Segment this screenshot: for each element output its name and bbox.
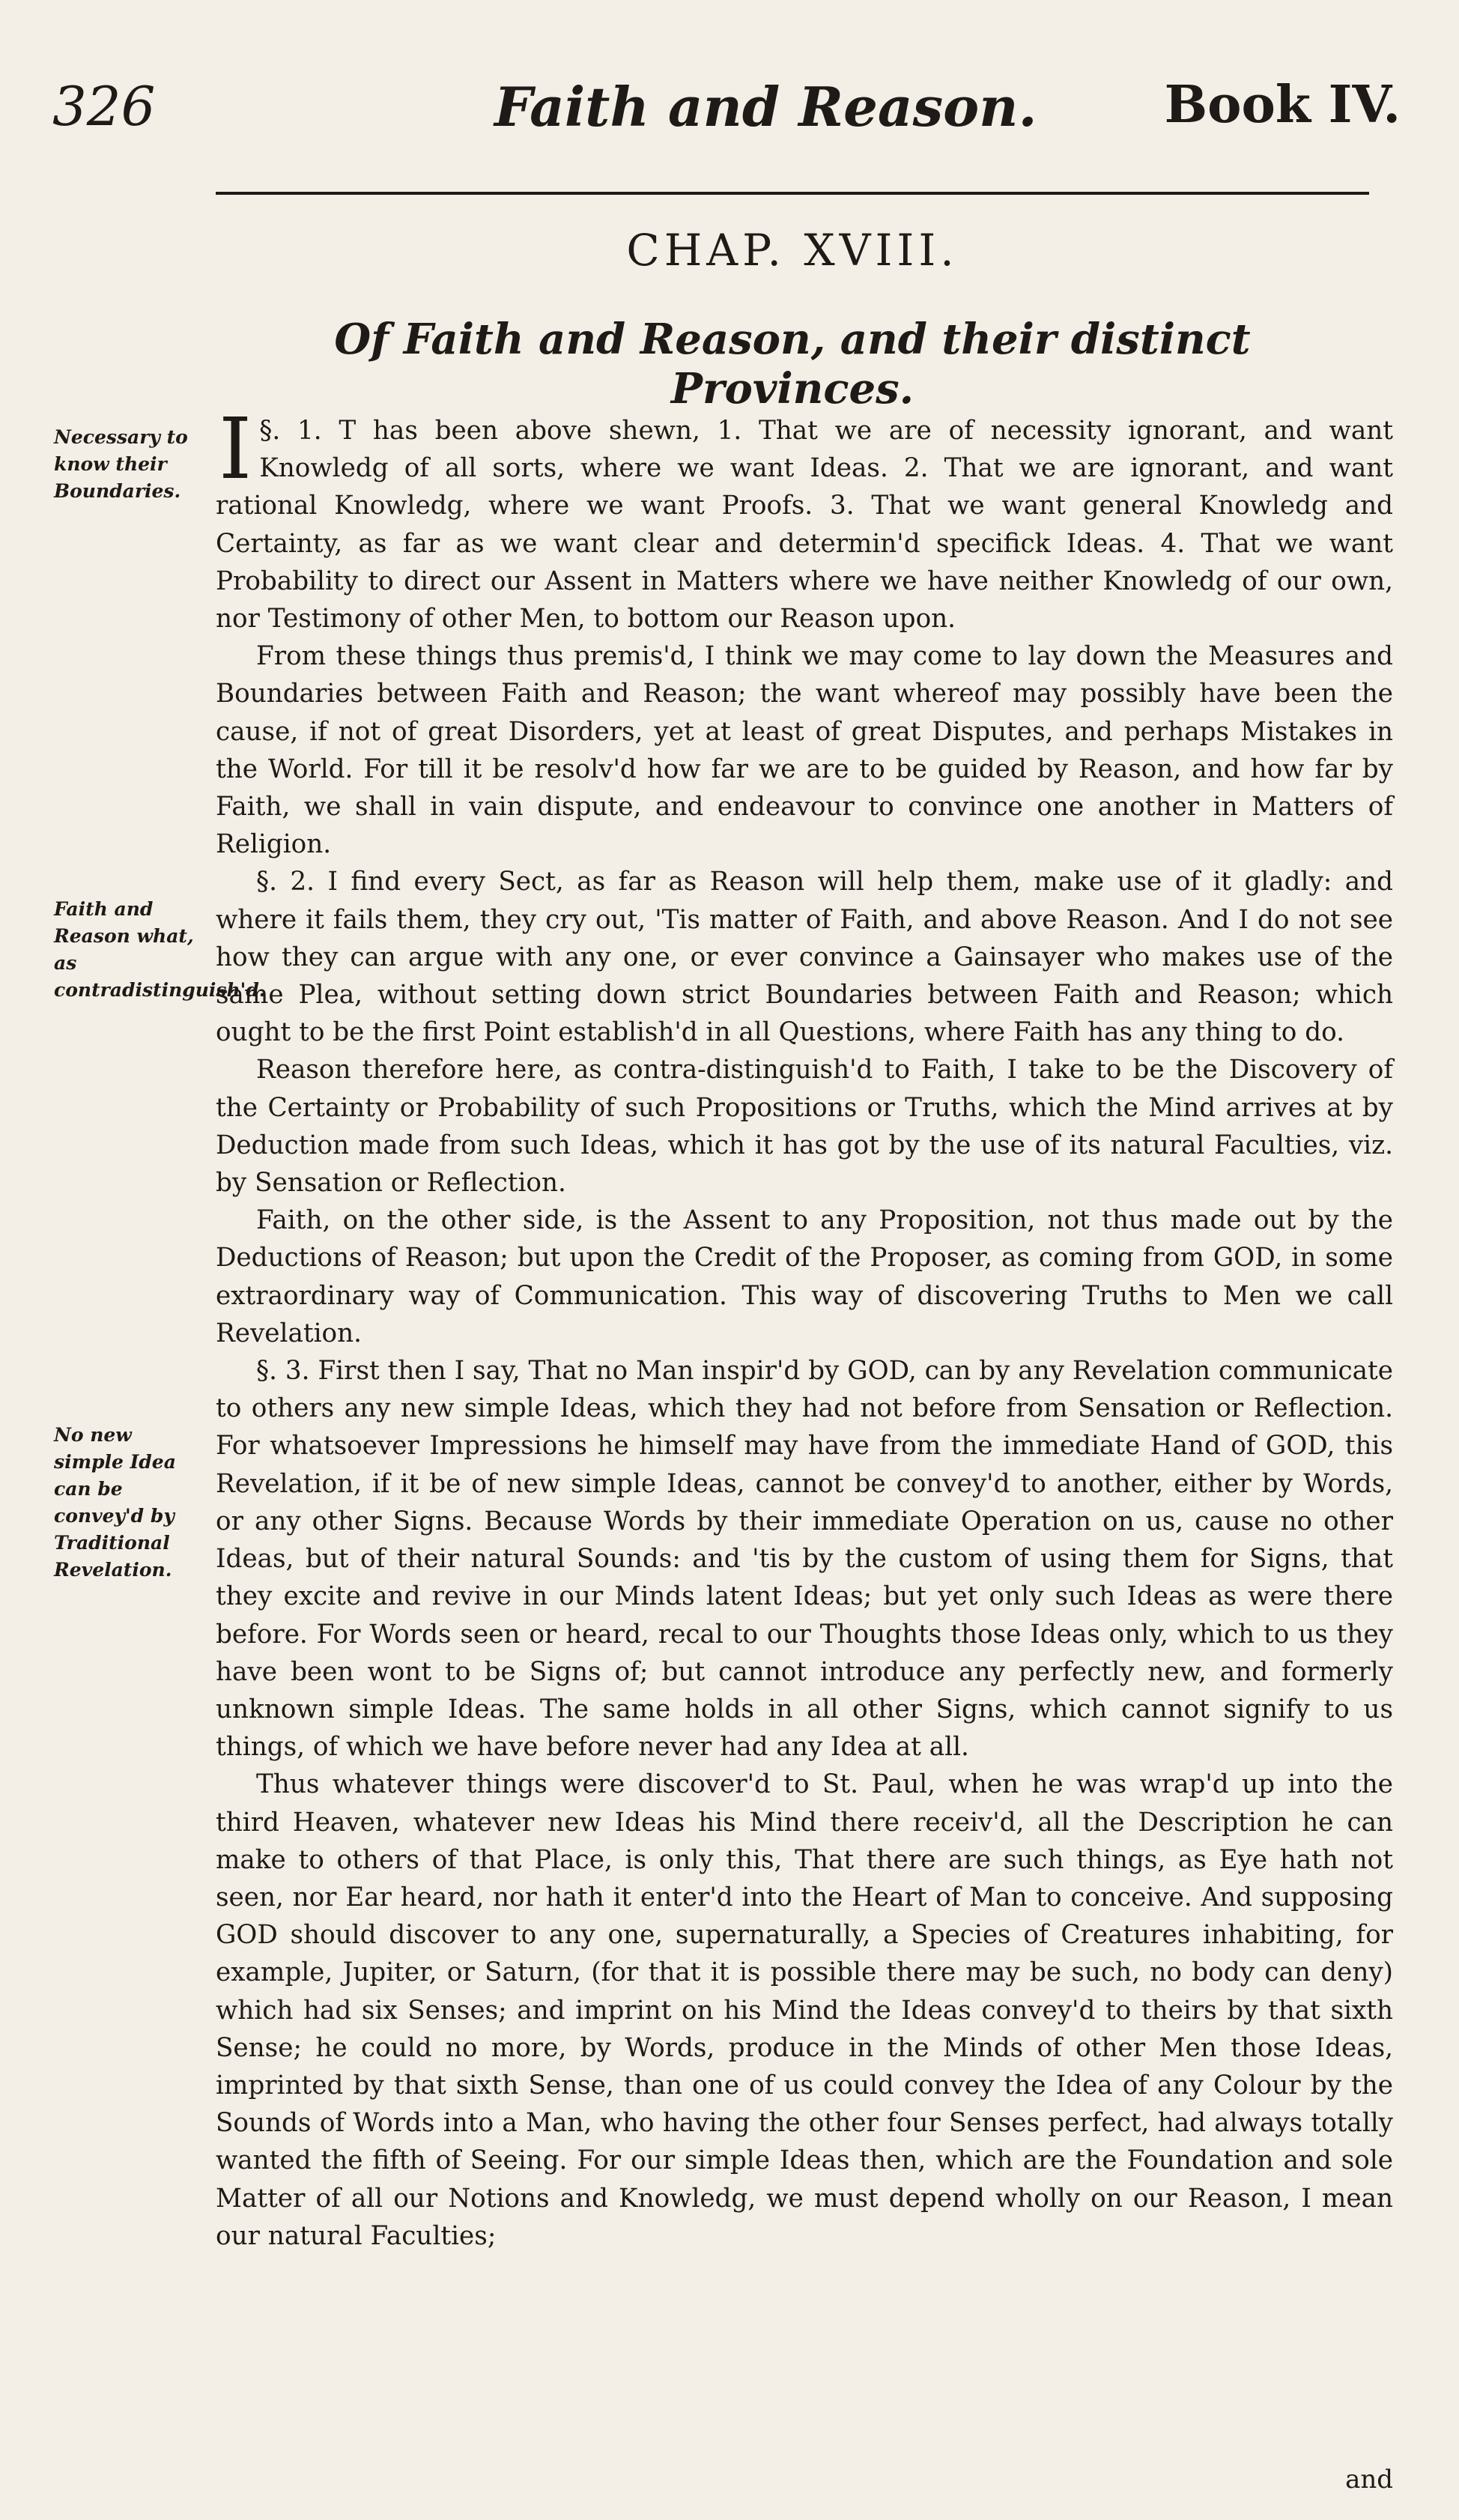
paragraph-6 — [216, 1352, 1393, 1766]
margin-note-simple-idea: No new simple Idea can be convey'd by Traditional Revelation. — [54, 1424, 176, 1581]
paragraph-text: First then I say, That no Man inspir'd by GOD, can by any Revelation communicate to others any new simple Ideas, which they had not before from Sensation or Reflection. For whatsoever Impressions he himself may have from the immediate Hand of GOD, this Revelation, if it be of new simple Ideas, cannot be convey'd to another, either by Words, or any other Signs. Because Words by their immediate Operation on us, cause no other Ideas, but of their natural Sounds: and 'tis by the custom of using them for Signs, that they excite and revive in our Minds latent Ideas; but yet only such Ideas as were there before. For Words seen or heard, recal to our Thoughts those Ideas only, which to us they have been wont to be Signs of; but cannot introduce any perfectly new, and formerly unknown simple Ideas. The same holds in all other Signs, which cannot signify to us things, of which we have before never had any Idea at all. — [216, 1356, 1393, 1763]
page-number: 326 — [52, 75, 156, 138]
drop-cap: I — [219, 401, 252, 498]
paragraph-text: I find every Sect, as far as Reason will help them, make use of it gladly: and where it fails them, they cry out, 'Tis matter of Faith, and above Reason. And I do not see how they can argue with any one, or ever convince a Gainsayer who makes use of the same Plea, without setting down strict Boundaries between Faith and Reason; which ought to be the first Point establish'd in all Questions, where Faith has any thing to do. — [216, 867, 1394, 1048]
chapter-heading: CHAP. XVIII. — [626, 225, 959, 276]
catchword: and — [1345, 2465, 1393, 2495]
body-text — [216, 401, 1394, 2255]
paragraph-text: T has been above shewn, 1. That we are of necessity ignorant, and want Knowledg of all sorts, where we want Ideas. 2. That we are ignorant, and want rational Knowledg, where we want Proofs. 3. That we want general Knowledg and Certainty, as far as we want clear and determin'd specifick Ideas. 4. That we want Probability to direct our Assent in Matters where we have neither Knowledg of our own, nor Testimony of other Men, to bottom our Reason upon. — [216, 416, 1394, 634]
margin-note-boundaries: Necessary to know their Boundaries. — [54, 426, 188, 502]
margin-note-faith-reason: Faith and Reason what, as contradistinguish'd. — [54, 898, 266, 1001]
paragraph-3 — [216, 863, 1393, 1051]
section-mark: §. 2. — [256, 867, 315, 897]
running-title: Faith and Reason. — [494, 75, 1037, 139]
book-label: Book IV. — [1164, 75, 1401, 135]
chapter-title: Of Faith and Reason, and their distinct Provinces. — [334, 315, 1251, 414]
header-rule — [216, 192, 1369, 195]
section-mark: §. 3. — [256, 1356, 310, 1387]
section-mark: §. 1. — [259, 416, 322, 446]
paragraph-7: Thus whatever things were discover'd to St. Paul, when he was wrap'd up into the third Heaven, whatever new Ideas his Mind there receiv'd, all the Description he can make to others of that Place, is only this, That there are such things, as Eye hath not seen, nor Ear heard, nor hath it enter'd into the Heart of Man to conceive. And supposing GOD should discover to any one, supernaturally, a Species of Creatures inhabiting, for example, Jupiter, or Saturn, (for that it is possible there may be such, no body can deny) which had six Senses; and imprint on his Mind the Ideas convey'd to theirs by that sixth Sense; he could no more, by Words, produce in the Minds of other Men those Ideas, imprinted by that sixth Sense, than one of us could convey the Idea of any Colour by the Sounds of Words into a Man, who having the other four Senses perfect, had always totally wanted the fifth of Seeing. For our simple Ideas then, which are the Foundation and sole Matter of all our Notions and Knowledg, we must depend wholly on our Reason, I mean our natural Faculties; — [216, 1769, 1393, 2251]
paragraph-1 — [216, 401, 1394, 637]
running-head — [52, 75, 1401, 142]
paragraph-2: From these things thus premis'd, I think we may come to lay down the Measures and Boundaries between Faith and Reason; the want whereof may possibly have been the cause, if not of great Disorders, yet at least of great Disputes, and perhaps Mistakes in the World. For till it be resolv'd how far we are to be guided by Reason, and how far by Faith, we shall in vain dispute, and endeavour to convince one another in Matters of Religion. — [216, 641, 1393, 860]
paragraph-5: Faith, on the other side, is the Assent to any Proposition, not thus made out by the Deductions of Reason; but upon the Credit of the Proposer, as coming from GOD, in some extraordinary way of Communication. This way of discovering Truths to Men we call Revelation. — [216, 1205, 1393, 1348]
paragraph-4: Reason therefore here, as contra-distinguish'd to Faith, I take to be the Discovery of the Certainty or Probability of such Propositions or Truths, which the Mind arrives at by Deduction made from such Ideas, which it has got by the use of its natural Faculties, viz. by Sensation or Reflection. — [216, 1055, 1393, 1199]
